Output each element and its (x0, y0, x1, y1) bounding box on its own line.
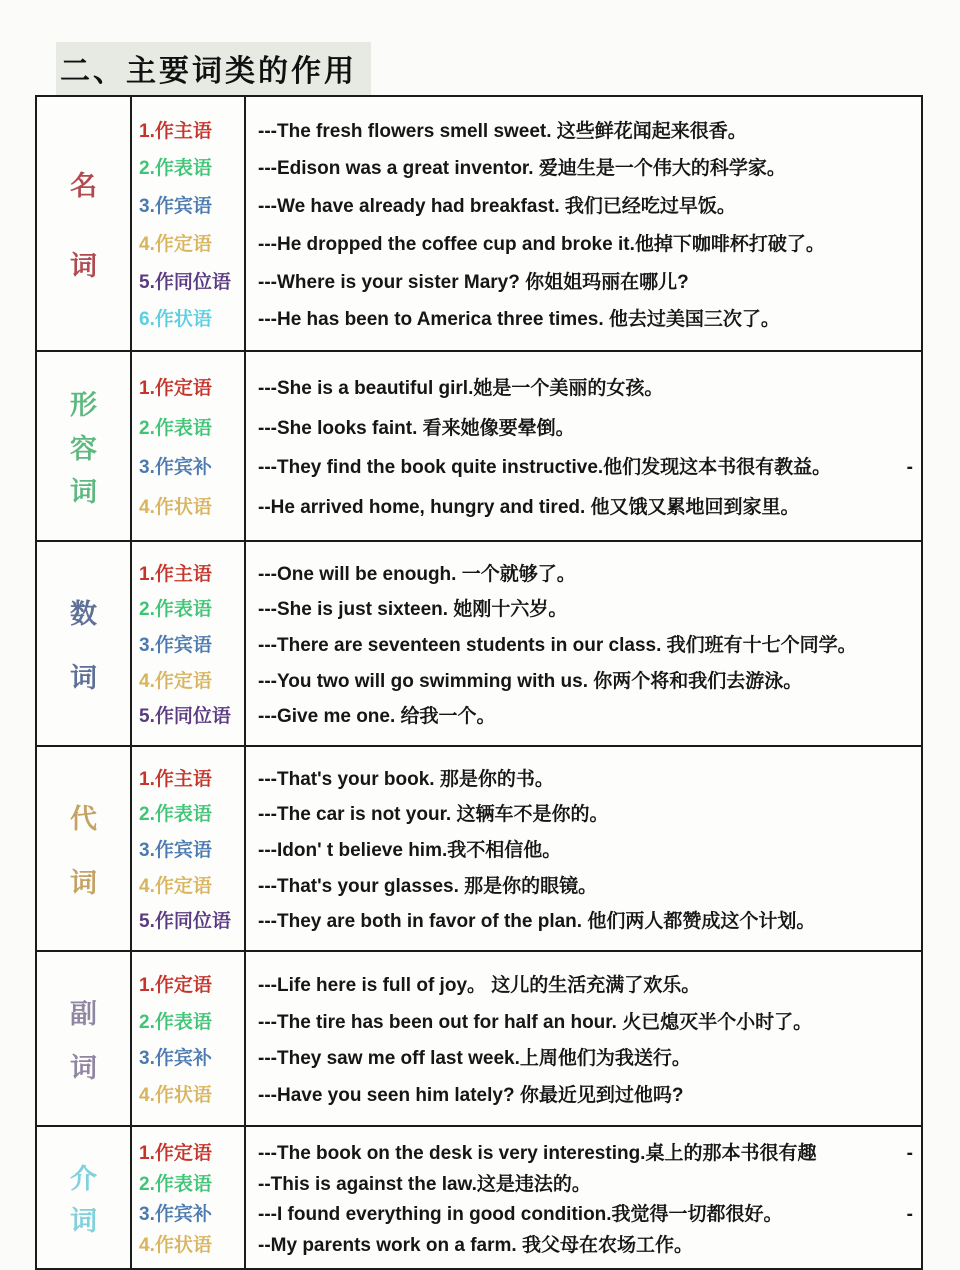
function-item: 2.作表语 (139, 417, 212, 439)
example-sentence (258, 701, 913, 728)
function-item: 4.作状语 (139, 1085, 212, 1107)
example-text: ---Have you seen him lately? 你最近见到过他吗? (258, 1085, 684, 1107)
pos-character: 词 (70, 477, 97, 508)
function-item: 4.作定语 (139, 233, 212, 255)
section-row-副词 (37, 952, 921, 1127)
function-item: 4.作状语 (139, 497, 212, 519)
pos-character: 名 (70, 171, 97, 201)
function-item: 4.作定语 (139, 670, 212, 692)
example-text: ---Give me one. 给我一个。 (258, 706, 496, 728)
example-text: ---Where is your sister Mary? 你姐姐玛丽在哪儿? (258, 271, 689, 293)
function-list (132, 97, 246, 350)
word-class-table (35, 95, 923, 1270)
example-text: ---That's your glasses. 那是你的眼镜。 (258, 875, 598, 897)
function-item: 1.作定语 (139, 974, 212, 996)
function-item: 5.作同位语 (139, 911, 231, 933)
example-text: ---The car is not your. 这辆车不是你的。 (258, 804, 609, 826)
example-text: ---She is just sixteen. 她刚十六岁。 (258, 599, 568, 621)
example-sentence (258, 764, 913, 791)
function-list (132, 1127, 246, 1268)
example-sentence (258, 191, 913, 218)
example-sentence (258, 1043, 913, 1070)
example-sentence (258, 871, 913, 898)
function-item: 2.作表语 (139, 1173, 212, 1195)
section-row-介词 (37, 1127, 921, 1268)
function-item: 1.作定语 (139, 1143, 212, 1165)
function-item: 3.作宾语 (139, 196, 212, 218)
example-sentence (258, 267, 913, 294)
example-sentence (258, 492, 913, 519)
section-row-名词 (37, 97, 921, 352)
example-text: --My parents work on a farm. 我父母在农场工作。 (258, 1234, 693, 1256)
pos-character: 副 (70, 999, 97, 1030)
example-sentence (258, 630, 913, 657)
example-text: ---Edison was a great inventor. 爱迪生是一个伟大的科学家。 (258, 158, 786, 180)
trailing-dash: - (906, 1204, 913, 1226)
trailing-dash: - (906, 1143, 913, 1165)
example-text: ---One will be enough. 一个就够了。 (258, 563, 576, 585)
example-sentence (258, 116, 913, 143)
example-text: ---They find the book quite instructive.他们发现这本书很有教益。 (258, 457, 832, 479)
trailing-dash: - (906, 457, 913, 479)
example-text: ---There are seventeen students in our class. 我们班有十七个同学。 (258, 634, 857, 656)
function-item: 1.作主语 (139, 120, 212, 142)
example-list (246, 952, 921, 1125)
pos-character: 代 (70, 804, 97, 835)
example-sentence (258, 970, 913, 997)
example-text: ---He dropped the coffee cup and broke it.他掉下咖啡杯打破了。 (258, 233, 825, 255)
part-of-speech-label (37, 352, 132, 540)
section-row-数词 (37, 542, 921, 747)
function-item: 1.作主语 (139, 563, 212, 585)
function-list (132, 352, 246, 540)
part-of-speech-label (37, 1127, 132, 1268)
example-text: ---She is a beautiful girl.她是一个美丽的女孩。 (258, 377, 664, 399)
example-sentence (258, 835, 913, 862)
function-list (132, 952, 246, 1125)
example-sentence (258, 304, 913, 331)
section-row-形容词 (37, 352, 921, 542)
example-text: ---You two will go swimming with us. 你两个将和我们去游泳。 (258, 670, 803, 692)
part-of-speech-label (37, 952, 132, 1125)
pos-character: 容 (70, 433, 97, 464)
function-item: 5.作同位语 (139, 706, 231, 728)
example-list (246, 542, 921, 745)
function-item: 6.作状语 (139, 309, 212, 331)
section-row-代词 (37, 747, 921, 952)
example-text: ---The tire has been out for half an hour. 火已熄灭半个小时了。 (258, 1011, 813, 1033)
function-item: 1.作主语 (139, 768, 212, 790)
function-list (132, 542, 246, 745)
example-sentence (258, 1138, 913, 1165)
example-list (246, 747, 921, 950)
example-sentence (258, 906, 913, 933)
pos-character: 数 (70, 599, 97, 630)
function-item: 2.作表语 (139, 158, 212, 180)
example-sentence (258, 799, 913, 826)
pos-character: 词 (70, 1052, 97, 1083)
example-list (246, 352, 921, 540)
example-text: ---He has been to America three times. 他去过美国三次了。 (258, 309, 780, 331)
example-text: --He arrived home, hungry and tired. 他又饿又累地回到家里。 (258, 497, 800, 519)
function-item: 4.作状语 (139, 1234, 212, 1256)
example-sentence (258, 1169, 913, 1196)
example-sentence (258, 1080, 913, 1107)
pos-character: 词 (70, 251, 97, 281)
example-text: ---Life here is full of joy。 这儿的生活充满了欢乐。 (258, 974, 701, 996)
example-list (246, 97, 921, 350)
pos-character: 介 (70, 1163, 97, 1194)
example-text: ---The book on the desk is very interesting.桌上的那本书很有趣 (258, 1143, 817, 1165)
example-sentence (258, 594, 913, 621)
example-sentence (258, 1199, 913, 1226)
part-of-speech-label (37, 542, 132, 745)
function-item: 3.作宾语 (139, 634, 212, 656)
page-title: 二、主要词类的作用 (56, 42, 371, 99)
pos-character: 词 (70, 662, 97, 693)
example-text: ---That's your book. 那是你的书。 (258, 768, 554, 790)
example-sentence (258, 153, 913, 180)
function-item: 3.作宾补 (139, 1204, 212, 1226)
part-of-speech-label (37, 97, 132, 350)
example-sentence (258, 452, 913, 479)
function-item: 2.作表语 (139, 1011, 212, 1033)
example-sentence (258, 229, 913, 256)
example-list (246, 1127, 921, 1268)
example-sentence (258, 666, 913, 693)
example-sentence (258, 1230, 913, 1257)
pos-character: 词 (70, 867, 97, 898)
function-list (132, 747, 246, 950)
function-item: 5.作同位语 (139, 271, 231, 293)
example-sentence (258, 413, 913, 440)
function-item: 2.作表语 (139, 804, 212, 826)
function-item: 3.作宾语 (139, 839, 212, 861)
example-text: ---They saw me off last week.上周他们为我送行。 (258, 1048, 691, 1070)
example-sentence (258, 559, 913, 586)
function-item: 1.作定语 (139, 377, 212, 399)
example-text: ---They are both in favor of the plan. 他们两人都赞成这个计划。 (258, 911, 816, 933)
function-item: 3.作宾补 (139, 457, 212, 479)
example-text: ---Idon' t believe him.我不相信他。 (258, 839, 562, 861)
example-text: ---I found everything in good condition.我觉得一切都很好。 (258, 1204, 783, 1226)
part-of-speech-label (37, 747, 132, 950)
pos-character: 词 (70, 1206, 97, 1237)
example-text: ---We have already had breakfast. 我们已经吃过早饭。 (258, 196, 736, 218)
example-text: --This is against the law.这是违法的。 (258, 1173, 591, 1195)
function-item: 3.作宾补 (139, 1048, 212, 1070)
example-sentence (258, 1007, 913, 1034)
pos-character: 形 (70, 389, 97, 420)
function-item: 4.作定语 (139, 875, 212, 897)
function-item: 2.作表语 (139, 599, 212, 621)
example-text: ---She looks faint. 看来她像要晕倒。 (258, 417, 575, 439)
example-text: ---The fresh flowers smell sweet. 这些鲜花闻起来很香。 (258, 120, 747, 142)
example-sentence (258, 373, 913, 400)
